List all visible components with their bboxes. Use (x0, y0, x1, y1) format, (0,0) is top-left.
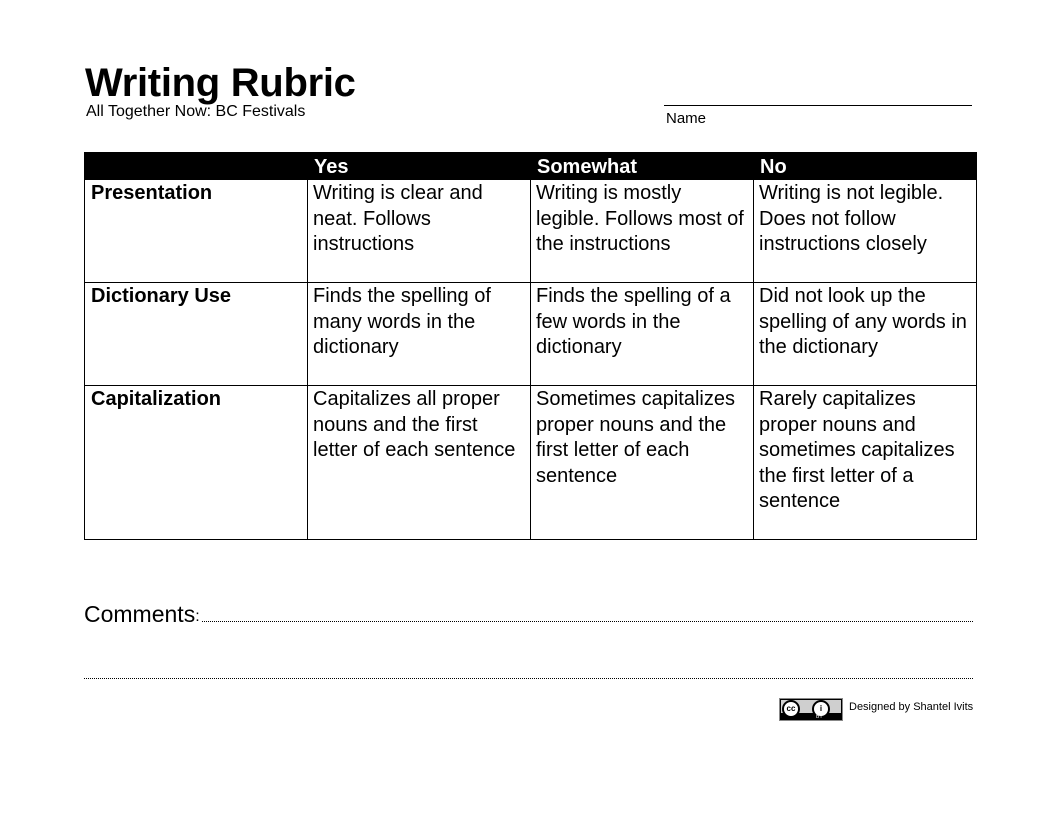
yes-cell: Writing is clear and neat. Follows instructions (308, 180, 531, 283)
rubric-header-row (85, 153, 977, 180)
table-row (85, 386, 977, 540)
column-header-no: No (754, 153, 977, 180)
comments-colon: : (195, 608, 200, 625)
rubric-table (84, 152, 977, 540)
no-cell: Did not look up the spelling of any words in the dictionary (754, 283, 977, 386)
column-header-yes: Yes (308, 153, 531, 180)
cc-icon: cc (782, 700, 800, 718)
no-cell: Writing is not legible. Does not follow instructions closely (754, 180, 977, 283)
column-header-criterion (85, 153, 308, 180)
comments-line-1[interactable] (202, 620, 973, 622)
criterion-cell: Capitalization (85, 386, 308, 540)
somewhat-cell: Finds the spelling of a few words in the dictionary (531, 283, 754, 386)
comments-label: Comments (84, 601, 196, 627)
comments-line-2[interactable] (84, 678, 973, 679)
table-row (85, 180, 977, 283)
creative-commons-by-icon (779, 698, 843, 721)
yes-cell: Capitalizes all proper nouns and the first letter of each sentence (308, 386, 531, 540)
yes-cell: Finds the spelling of many words in the dictionary (308, 283, 531, 386)
somewhat-cell: Writing is mostly legible. Follows most of the instructions (531, 180, 754, 283)
somewhat-cell: Sometimes capitalizes proper nouns and the first letter of each sentence (531, 386, 754, 540)
page-title: Writing Rubric (85, 61, 356, 105)
attribution-icon: i (812, 700, 830, 718)
criterion-cell: Dictionary Use (85, 283, 308, 386)
comments-section (84, 601, 973, 627)
no-cell: Rarely capitalizes proper nouns and sometimes capitalizes the first letter of a sentence (754, 386, 977, 540)
designer-credit: Designed by Shantel Ivits (849, 701, 974, 713)
page-subtitle: All Together Now: BC Festivals (86, 103, 306, 120)
criterion-cell: Presentation (85, 180, 308, 283)
table-row (85, 283, 977, 386)
cc-by-label: BY (816, 714, 823, 720)
name-field-label: Name (666, 110, 707, 127)
name-field-line[interactable] (664, 105, 972, 106)
column-header-somewhat: Somewhat (531, 153, 754, 180)
